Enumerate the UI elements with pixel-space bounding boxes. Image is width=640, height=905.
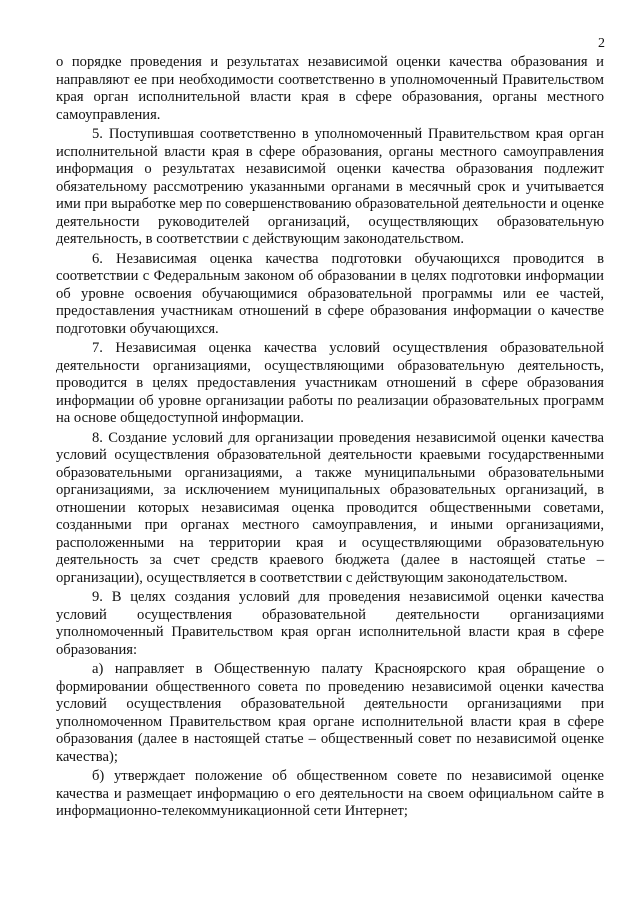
paragraph-item-9a: а) направляет в Общественную палату Красноярского края обращение о формировании общественного совета по проведению независимой оценки качества условий осуществления образовательной деятельности организациями при уполномоченном Правительством края органе исполнительной власти края в сфере образования (далее в настоящей статье – общественный совет по независимой оценке качества); bbox=[56, 661, 604, 765]
page-number: 2 bbox=[598, 36, 605, 51]
paragraph-item-5: 5. Поступившая соответственно в уполномоченный Правительством края орган исполнительной власти края в сфере образования, органы местного самоуправления информация о результатах независимой оценки качества образования подлежит обязательному рассмотрению указанными органами в месячный срок и учитывается ими при выработке мер по совершенствованию образовательной деятельности и оценке деятельности руководителей организаций, осуществляющих образовательную деятельность, в соответствии с действующим законодательством. bbox=[56, 126, 604, 247]
paragraph-continuation: о порядке проведения и результатах независимой оценки качества образования и направляют ее при необходимости соответственно в уполномоченный Правительством края орган исполнительной власти края в сфере образования, органы местного самоуправления. bbox=[56, 54, 604, 123]
paragraph-item-8: 8. Создание условий для организации проведения независимой оценки качества условий осуществления образовательной деятельности краевыми государственными образовательными организациями, а также муниципальными образовательными организациями, за исключением муниципальных образовательных организаций, в отношении которых независимая оценка проводится общественными советами, созданными при органах местного самоуправления, и иными организациями, расположенными на территории края и осуществляющими образовательную деятельность за счет средств краевого бюджета (далее в настоящей статье – организации), осуществляется в соответствии с действующим законодательством. bbox=[56, 429, 604, 586]
paragraph-item-7: 7. Независимая оценка качества условий осуществления образовательной деятельности организациями, осуществляющими образовательную деятельность, проводится в целях предоставления участникам отношений в сфере образования информации об уровне организации работы по реализации образовательных программ на основе общедоступной информации. bbox=[56, 340, 604, 426]
paragraph-item-6: 6. Независимая оценка качества подготовки обучающихся проводится в соответствии с Федеральным законом об образовании в целях подготовки информации об уровне освоения обучающимися образовательной программы или ее частей, предоставления участникам отношений в сфере образования информации о качестве подготовки обучающихся. bbox=[56, 250, 604, 337]
document-body bbox=[56, 54, 604, 821]
paragraph-item-9b: б) утверждает положение об общественном совете по независимой оценке качества и размещает информацию о его деятельности на своем официальном сайте в информационно-телекоммуникационной сети Интернет; bbox=[56, 768, 604, 819]
paragraph-item-9: 9. В целях создания условий для проведения независимой оценки качества условий осуществления образовательной деятельности организациями уполномоченный Правительством края орган исполнительной власти края в сфере образования: bbox=[56, 589, 604, 658]
